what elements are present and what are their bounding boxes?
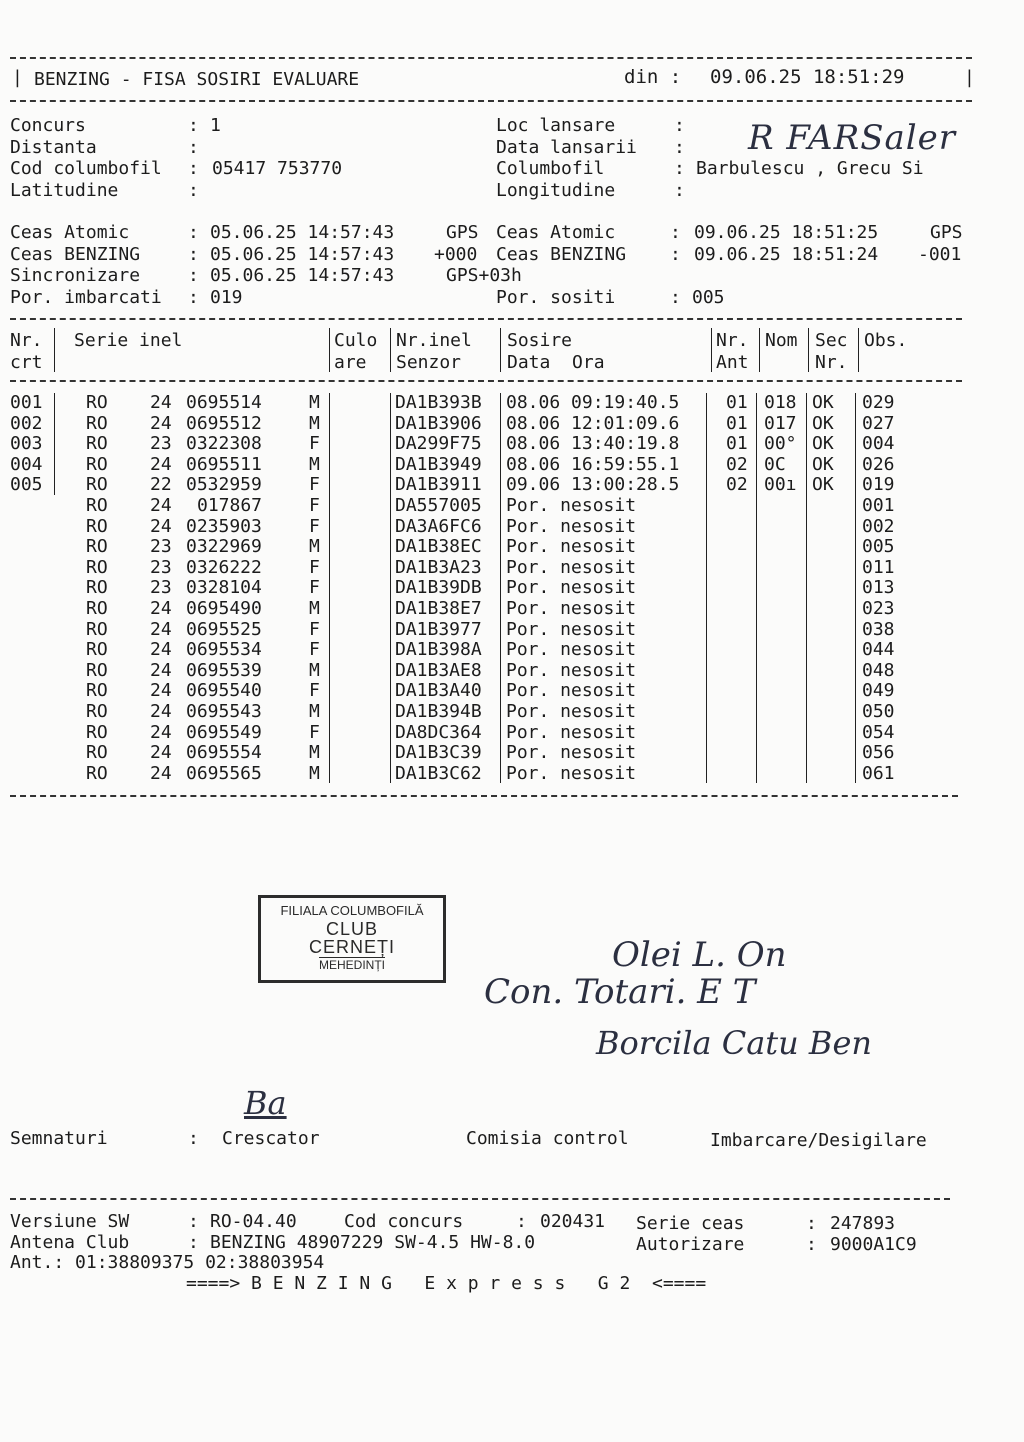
sex-cell: F (309, 495, 320, 516)
sosire-cell: Por. nesosit (506, 577, 637, 599)
colon: : (188, 180, 199, 201)
sex-cell: M (309, 701, 320, 722)
obs-cell: 061 (862, 762, 895, 784)
country-cell: RO (86, 639, 108, 661)
sex-cell: F (309, 618, 320, 640)
date-label: din : (624, 66, 682, 88)
country-cell: RO (86, 433, 108, 455)
header-separator (390, 328, 391, 372)
header-rule (10, 100, 972, 102)
sosire-cell: Por. nesosit (506, 598, 637, 619)
commission-signature-2: Con. Totari. E T (484, 972, 756, 1012)
serie-header: Serie inel (74, 330, 183, 351)
autorizare-label: Autorizare (636, 1234, 745, 1255)
sex-cell: F (309, 577, 320, 599)
colon: : (674, 180, 685, 201)
breeder-signature: Ba (244, 1084, 287, 1122)
senzor-cell: DA8DC364 (395, 721, 482, 743)
sec-cell: OK (812, 474, 834, 496)
colon: : (188, 222, 199, 243)
sec-header: Sec (815, 330, 848, 351)
sosire-cell: Por. nesosit (506, 701, 637, 722)
cod-concurs-label: Cod concurs (344, 1211, 464, 1232)
sex-cell: M (309, 762, 320, 784)
table-row (0, 743, 1000, 763)
stamp-line-4: MEHEDINȚI (319, 958, 385, 972)
senzor-cell: DA299F75 (395, 433, 482, 455)
colon: : (670, 222, 681, 243)
year-cell: 24 (150, 659, 172, 681)
serie-ceas-value: 247893 (830, 1213, 896, 1234)
country-cell: RO (86, 556, 108, 578)
ring-cell: 0695565 (186, 762, 262, 784)
sex-cell: M (309, 598, 320, 619)
ring-cell: 0326222 (186, 556, 262, 578)
table-bottom-rule (10, 795, 958, 797)
senzor-cell: DA1B394B (395, 701, 482, 722)
country-cell: RO (86, 453, 108, 475)
obs-header: Obs. (864, 330, 908, 351)
commission-signature-1: Olei L. On (612, 935, 787, 975)
sex-cell: F (309, 639, 320, 661)
colon: : (188, 137, 199, 158)
country-cell: RO (86, 392, 108, 413)
table-row (0, 661, 1000, 681)
table-row (0, 640, 1000, 660)
header-separator (808, 328, 809, 372)
country-cell: RO (86, 721, 108, 743)
sosire-cell: Por. nesosit (506, 721, 637, 743)
country-cell: RO (86, 618, 108, 640)
header-separator (711, 328, 712, 372)
imbarcati-value: 019 (210, 287, 243, 308)
sosire-cell: Por. nesosit (506, 515, 637, 537)
ring-cell: 0695490 (186, 598, 262, 619)
nom-cell: 0C (764, 453, 786, 475)
versiune-value: RO-04.40 (210, 1211, 297, 1232)
colon: : (674, 137, 685, 158)
concurs-value: 1 (210, 115, 221, 136)
atomic-suffix: GPS (930, 222, 963, 243)
antena-label: Antena Club (10, 1232, 130, 1253)
ring-cell: 0532959 (186, 474, 262, 496)
atomic-label: Ceas Atomic (10, 222, 130, 243)
sync-value: 05.06.25 14:57:43 (210, 265, 395, 286)
senzor-cell: DA1B3C39 (395, 742, 482, 764)
country-cell: RO (86, 577, 108, 599)
obs-cell: 056 (862, 742, 895, 764)
stamp-line-3: CERNEȚI (308, 937, 395, 957)
senzor-cell: DA1B3C62 (395, 762, 482, 784)
senzor-cell: DA1B38E7 (395, 598, 482, 619)
sec-cell: OK (812, 433, 834, 455)
sosire-cell: Por. nesosit (506, 556, 637, 578)
colon: : (188, 244, 199, 265)
autorizare-value: 9000A1C9 (830, 1234, 917, 1255)
sosire-cell: 08.06 09:19:40.5 (506, 392, 680, 413)
colon: : (188, 265, 199, 286)
club-stamp (258, 895, 446, 983)
senzor-cell: DA1B3906 (395, 412, 482, 434)
concurs-label: Concurs (10, 115, 86, 136)
table-row (0, 681, 1000, 701)
sec-header-sub: Nr. (815, 352, 848, 373)
versiune-label: Versiune SW (10, 1211, 130, 1232)
atomic-value: 09.06.25 18:51:25 (694, 222, 879, 243)
sosire-cell: 09.06 13:00:28.5 (506, 474, 680, 496)
footer-rule (10, 1198, 950, 1200)
colon: : (670, 287, 681, 308)
nr-cell: 002 (10, 412, 43, 434)
sosire-cell: 08.06 12:01:09.6 (506, 412, 680, 434)
sosire-cell: Por. nesosit (506, 639, 637, 661)
atomic-label: Ceas Atomic (496, 222, 616, 243)
ring-cell: 0328104 (186, 577, 262, 599)
distanta-label: Distanta (10, 137, 97, 158)
year-cell: 24 (150, 495, 172, 516)
sosire-cell: Por. nesosit (506, 742, 637, 764)
table-row (0, 455, 1000, 475)
obs-cell: 038 (862, 618, 895, 640)
nom-cell: 00° (764, 433, 797, 455)
colon: : (516, 1211, 527, 1232)
year-cell: 24 (150, 721, 172, 743)
country-cell: RO (86, 474, 108, 496)
country-cell: RO (86, 762, 108, 784)
sex-cell: M (309, 659, 320, 681)
ant-cell: 02 (726, 474, 748, 496)
table-row (0, 578, 1000, 598)
sec-cell: OK (812, 392, 834, 413)
table-row (0, 475, 1000, 495)
sync-label: Sincronizare (10, 265, 141, 286)
table-row (0, 537, 1000, 557)
ring-cell: 0695539 (186, 659, 262, 681)
loc-label: Loc lansare (496, 115, 616, 136)
header-separator (759, 328, 760, 372)
handwritten-location: R FARSaler (748, 118, 957, 158)
atomic-suffix: GPS (446, 222, 479, 243)
nr-cell: 005 (10, 474, 43, 496)
header-separator (329, 328, 330, 372)
country-cell: RO (86, 515, 108, 537)
ant-line: Ant.: 01:38809375 02:38803954 (10, 1252, 325, 1273)
nom-cell: 018 (764, 392, 797, 413)
sex-cell: M (309, 412, 320, 434)
obs-cell: 048 (862, 659, 895, 681)
colon: : (674, 158, 685, 179)
table-row (0, 414, 1000, 434)
senzor-cell: DA1B398A (395, 639, 482, 661)
nr-cell: 001 (10, 392, 43, 413)
senzor-cell: DA1B393B (395, 392, 482, 413)
date-value: 09.06.25 18:51:29 (710, 66, 905, 88)
ring-cell: 0322308 (186, 433, 262, 455)
obs-cell: 005 (862, 536, 895, 558)
benzing-value: 05.06.25 14:57:43 (210, 244, 395, 265)
obs-cell: 002 (862, 515, 895, 537)
ant-cell: 01 (726, 392, 748, 413)
ring-cell: 0695514 (186, 392, 262, 413)
colon: : (806, 1234, 817, 1255)
senzor-cell: DA3A6FC6 (395, 515, 482, 537)
obs-cell: 023 (862, 598, 895, 619)
ring-cell: 017867 (197, 495, 263, 516)
longitudine-label: Longitudine (496, 180, 616, 201)
atomic-value: 05.06.25 14:57:43 (210, 222, 395, 243)
table-row (0, 702, 1000, 722)
ring-cell: 0235903 (186, 515, 262, 537)
ring-cell: 0695540 (186, 680, 262, 702)
culo-header: Culo (334, 330, 378, 351)
country-cell: RO (86, 742, 108, 764)
latitudine-label: Latitudine (10, 180, 119, 201)
year-cell: 24 (150, 515, 172, 537)
nr-cell: 004 (10, 453, 43, 475)
table-header-rule (10, 380, 962, 382)
serie-ceas-label: Serie ceas (636, 1213, 745, 1234)
senzor-header-sub: Senzor (396, 352, 462, 373)
sositi-label: Por. sositi (496, 287, 616, 308)
sec-cell: OK (812, 412, 834, 434)
table-row (0, 558, 1000, 578)
ring-cell: 0322969 (186, 536, 262, 558)
senzor-cell: DA557005 (395, 495, 482, 516)
sex-cell: F (309, 433, 320, 455)
obs-cell: 050 (862, 701, 895, 722)
country-cell: RO (86, 536, 108, 558)
year-cell: 24 (150, 392, 172, 413)
table-row (0, 599, 1000, 619)
colon: : (188, 1232, 199, 1253)
ant-header: Nr. (716, 330, 749, 351)
benzing-value: 09.06.25 18:51:24 (694, 244, 879, 265)
senzor-header: Nr.inel (396, 330, 472, 351)
header-separator (500, 328, 501, 372)
sex-cell: M (309, 536, 320, 558)
nr-cell: 003 (10, 433, 43, 455)
crescator-label: Crescator (222, 1128, 320, 1149)
sex-cell: F (309, 515, 320, 537)
ring-cell: 0695549 (186, 721, 262, 743)
sex-cell: M (309, 742, 320, 764)
benzing-label: Ceas BENZING (496, 244, 627, 265)
sex-cell: F (309, 721, 320, 743)
year-cell: 24 (150, 639, 172, 661)
table-row (0, 620, 1000, 640)
year-cell: 24 (150, 412, 172, 434)
imbarcare-label: Imbarcare/Desigilare (710, 1130, 927, 1151)
sosire-cell: 08.06 13:40:19.8 (506, 433, 680, 455)
benzing-label: Ceas BENZING (10, 244, 141, 265)
year-cell: 23 (150, 556, 172, 578)
sosire-cell: Por. nesosit (506, 618, 637, 640)
cod-concurs-value: 020431 (540, 1211, 606, 1232)
columbofil-label: Columbofil (496, 158, 605, 179)
colon: : (188, 115, 199, 136)
nom-header: Nom (765, 330, 798, 351)
ant-cell: 02 (726, 453, 748, 475)
nr-header: Nr. (10, 330, 43, 351)
sosire-header-sub: Data Ora (507, 352, 605, 373)
country-cell: RO (86, 659, 108, 681)
ring-cell: 0695525 (186, 618, 262, 640)
senzor-cell: DA1B38EC (395, 536, 482, 558)
year-cell: 24 (150, 453, 172, 475)
year-cell: 24 (150, 598, 172, 619)
obs-cell: 029 (862, 392, 895, 413)
obs-cell: 001 (862, 495, 895, 516)
table-row (0, 764, 1000, 784)
sosire-cell: Por. nesosit (506, 536, 637, 558)
sosire-cell: Por. nesosit (506, 495, 637, 516)
ant-cell: 01 (726, 433, 748, 455)
table-row (0, 517, 1000, 537)
sosire-cell: Por. nesosit (506, 680, 637, 702)
colon: : (806, 1213, 817, 1234)
table-top-rule (10, 318, 962, 320)
ant-header-sub: Ant (716, 352, 749, 373)
comisia-label: Comisia control (466, 1128, 629, 1149)
colon: : (188, 1211, 199, 1232)
year-cell: 24 (150, 680, 172, 702)
header-right-bar: | (964, 67, 975, 88)
senzor-cell: DA1B39DB (395, 577, 482, 599)
senzor-cell: DA1B3949 (395, 453, 482, 475)
obs-cell: 054 (862, 721, 895, 743)
country-cell: RO (86, 680, 108, 702)
country-cell: RO (86, 495, 108, 516)
year-cell: 22 (150, 474, 172, 496)
obs-cell: 019 (862, 474, 895, 496)
sync-suffix: GPS+03h (446, 265, 522, 286)
columbofil-value: Barbulescu , Grecu Si (696, 158, 924, 179)
year-cell: 23 (150, 536, 172, 558)
year-cell: 24 (150, 742, 172, 764)
sec-cell: OK (812, 453, 834, 475)
sex-cell: F (309, 474, 320, 496)
stamp-line-2: CLUB (325, 919, 378, 939)
table-row (0, 723, 1000, 743)
sex-cell: F (309, 680, 320, 702)
colon: : (674, 115, 685, 136)
obs-cell: 011 (862, 556, 895, 578)
senzor-cell: DA1B3A23 (395, 556, 482, 578)
antena-value: BENZING 48907229 SW-4.5 HW-8.0 (210, 1232, 536, 1253)
commission-signature-3: Borcila Catu Ben (596, 1024, 872, 1062)
colon: : (188, 287, 199, 308)
obs-cell: 013 (862, 577, 895, 599)
culo-header-sub: are (334, 352, 367, 373)
sosire-cell: 08.06 16:59:55.1 (506, 453, 680, 475)
sosire-header: Sosire (507, 330, 573, 351)
year-cell: 24 (150, 701, 172, 722)
obs-cell: 049 (862, 680, 895, 702)
data-lansarii-label: Data lansarii (496, 137, 637, 158)
country-cell: RO (86, 701, 108, 722)
brand-line: ====> B E N Z I N G E x p r e s s G 2 <==== (186, 1273, 707, 1294)
ring-cell: 0695554 (186, 742, 262, 764)
ring-cell: 0695543 (186, 701, 262, 722)
nom-cell: 017 (764, 412, 797, 434)
header-separator (54, 328, 55, 372)
ring-cell: 0695512 (186, 412, 262, 434)
ant-cell: 01 (726, 412, 748, 434)
sex-cell: F (309, 556, 320, 578)
colon: : (670, 244, 681, 265)
header-left-bar: | (12, 67, 23, 88)
sositi-value: 005 (692, 287, 725, 308)
year-cell: 24 (150, 762, 172, 784)
stamp-line-1: FILIALA COLUMBOFILĂ (280, 903, 424, 918)
senzor-cell: DA1B3AE8 (395, 659, 482, 681)
senzor-cell: DA1B3A40 (395, 680, 482, 702)
obs-cell: 004 (862, 433, 895, 455)
signatures-label: Semnaturi (10, 1128, 108, 1149)
year-cell: 24 (150, 618, 172, 640)
obs-cell: 044 (862, 639, 895, 661)
obs-cell: 027 (862, 412, 895, 434)
cod-value: 05417 753770 (212, 158, 343, 179)
signatures-colon: : (188, 1128, 199, 1149)
senzor-cell: DA1B3911 (395, 474, 482, 496)
year-cell: 23 (150, 433, 172, 455)
nr-header-sub: crt (10, 352, 43, 373)
ring-cell: 0695534 (186, 639, 262, 661)
sex-cell: M (309, 453, 320, 475)
document-title: BENZING - FISA SOSIRI EVALUARE (34, 69, 360, 90)
table-row (0, 434, 1000, 454)
benzing-suffix: -001 (918, 244, 962, 265)
top-rule (10, 57, 972, 59)
colon: : (188, 158, 199, 179)
nom-cell: 00ı (764, 474, 797, 496)
country-cell: RO (86, 412, 108, 434)
obs-cell: 026 (862, 453, 895, 475)
imbarcati-label: Por. imbarcati (10, 287, 162, 308)
sex-cell: M (309, 392, 320, 413)
cod-label: Cod columbofil (10, 158, 162, 179)
header-separator (858, 328, 859, 372)
country-cell: RO (86, 598, 108, 619)
table-row (0, 393, 1000, 413)
sosire-cell: Por. nesosit (506, 762, 637, 784)
benzing-suffix: +000 (434, 244, 478, 265)
table-row (0, 496, 1000, 516)
sosire-cell: Por. nesosit (506, 659, 637, 681)
senzor-cell: DA1B3977 (395, 618, 482, 640)
year-cell: 23 (150, 577, 172, 599)
ring-cell: 0695511 (186, 453, 262, 475)
